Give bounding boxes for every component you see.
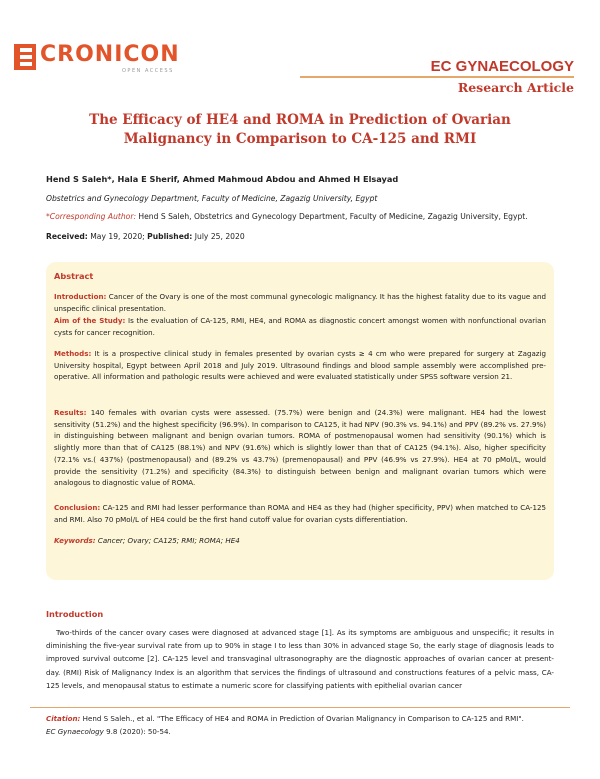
received-date: May 19, 2020; bbox=[90, 232, 145, 241]
abstract-aim-label: Aim of the Study: bbox=[54, 316, 126, 325]
corresponding-author bbox=[46, 211, 566, 222]
abstract-results-label: Results: bbox=[54, 408, 87, 417]
abstract-introduction-label: Introduction: bbox=[54, 292, 107, 301]
abstract-conclusion-text: CA-125 and RMI had lesser performance than ROMA and HE4 as they had (higher specificity, PPV) when matched to CA-125 and RMI. Also 70 pMol/L of HE4 could be the first hand cutoff value for ovarian cysts differentiation. bbox=[54, 503, 546, 524]
logo-mark-icon bbox=[14, 44, 36, 70]
abstract-methods bbox=[54, 348, 546, 383]
citation-journal: EC Gynaecology bbox=[46, 726, 104, 736]
citation bbox=[46, 713, 566, 738]
cronicon-logo bbox=[14, 44, 204, 74]
affiliation: Obstetrics and Gynecology Department, Faculty of Medicine, Zagazig University, Egypt bbox=[46, 194, 378, 203]
introduction-heading: Introduction bbox=[46, 609, 104, 619]
article-type: Research Article bbox=[457, 80, 574, 95]
citation-text: Hend S Saleh., et al. "The Efficacy of HE4 and ROMA in Prediction of Ovarian Malignancy in Comparison to CA-125 and RMI". bbox=[82, 714, 524, 723]
abstract-methods-label: Methods: bbox=[54, 349, 92, 358]
abstract-aim-text: Is the evaluation of CA-125, RMI, HE4, and ROMA as diagnostic concert amongst women with nonfunctional ovarian cysts for cancer recognition. bbox=[54, 316, 546, 337]
received-label: Received: bbox=[46, 232, 88, 241]
corresponding-text: Hend S Saleh, Obstetrics and Gynecology Department, Faculty of Medicine, Zagazig University, Egypt. bbox=[138, 212, 528, 221]
abstract-aim bbox=[54, 315, 546, 338]
citation-volume: 9.8 (2020): 50-54. bbox=[106, 726, 171, 736]
abstract-conclusion-label: Conclusion: bbox=[54, 503, 101, 512]
published-label: Published: bbox=[147, 232, 193, 241]
dates bbox=[46, 231, 566, 242]
keywords-text: Cancer; Ovary; CA125; RMI; ROMA; HE4 bbox=[97, 536, 240, 545]
keywords bbox=[54, 536, 240, 545]
abstract-methods-text: It is a prospective clinical study in females presented by ovarian cysts ≥ 4 cm who were prepared for surgery at Zagazig University hospital, Egypt between April 2018 and July 2019. Ultrasound findings and blood sample assembly were accomplished pre-operative. All information and pathologic results were achieved and were evaluated statistically under SPSS software version 21. bbox=[54, 349, 546, 382]
introduction-paragraph: Two-thirds of the cancer ovary cases were diagnosed at advanced stage [1]. As its symptoms are ambiguous and unspecific; it results in diminishing the five-year survival rate from up to 90% in stage I to less than 30% in advanced stage So, the early stage of diagnosis leads to improved survival outcome [2]. CA-125 level and transvaginal ultrasonography are the diagnostic approaches of ovarian cancer at present-day. (RMI) Risk of Malignancy Index is an algorithm that services the findings of ultrasound and constructions features of a pelvic mass, CA-125 levels, and menopausal status to estimate a numeric score for classifying patients with epithelial ovarian cancer bbox=[46, 628, 554, 690]
abstract-results bbox=[54, 407, 546, 489]
abstract-heading: Abstract bbox=[54, 271, 94, 281]
author-list: Hend S Saleh*, Hala E Sherif, Ahmed Mahmoud Abdou and Ahmed H Elsayad bbox=[46, 174, 399, 184]
abstract-conclusion bbox=[54, 502, 546, 525]
journal-name: EC GYNAECOLOGY bbox=[430, 58, 574, 75]
footer-divider bbox=[30, 707, 570, 708]
keywords-label: Keywords: bbox=[54, 536, 96, 545]
published-date: July 25, 2020 bbox=[194, 232, 245, 241]
logo-subtext: OPEN ACCESS bbox=[122, 68, 174, 74]
abstract-results-text: 140 females with ovarian cysts were assessed. (75.7%) were benign and (24.3%) were malignant. HE4 had the lowest sensitivity (51.2%) and the highest specificity (96.9%). In comparison to CA125, it had NPV (90.3% vs. 94.1%) and PPV (89.2% vs. 27.9%) in distinguishing between malignant and benign ovarian tumors. ROMA of postmenopausal women had sensitivity (90.1%) which is slightly more than that of CA125 (88.1%) and NPV (91.6%) which is slightly lower than that of CA125 (94.1%). Also, higher specificity (72.1% vs.( 437%) (postmenopausal) and (89.2% vs 43.7%) (premenopausal) and PPV (46.9% vs 27.9%). HE4 at 70 pMol/L, would provide the sensitivity (71.2%) and specificity (84.3%) to distinguish between benign and malignant ovarian tumors which were analogous to diagnostic value of ROMA. bbox=[54, 408, 546, 488]
citation-label: Citation: bbox=[46, 714, 81, 723]
abstract-introduction bbox=[54, 291, 546, 314]
abstract-introduction-text: Cancer of the Ovary is one of the most communal gynecologic malignancy. It has the highest fatality due to its vague and unspecific clinical presentation. bbox=[54, 292, 546, 313]
logo-text: CRONICON bbox=[40, 42, 180, 67]
corresponding-label: *Corresponding Author: bbox=[46, 212, 136, 221]
article-title: The Efficacy of HE4 and ROMA in Prediction of Ovarian Malignancy in Comparison to CA-125 and RMI bbox=[89, 112, 511, 147]
header-divider bbox=[300, 76, 574, 78]
